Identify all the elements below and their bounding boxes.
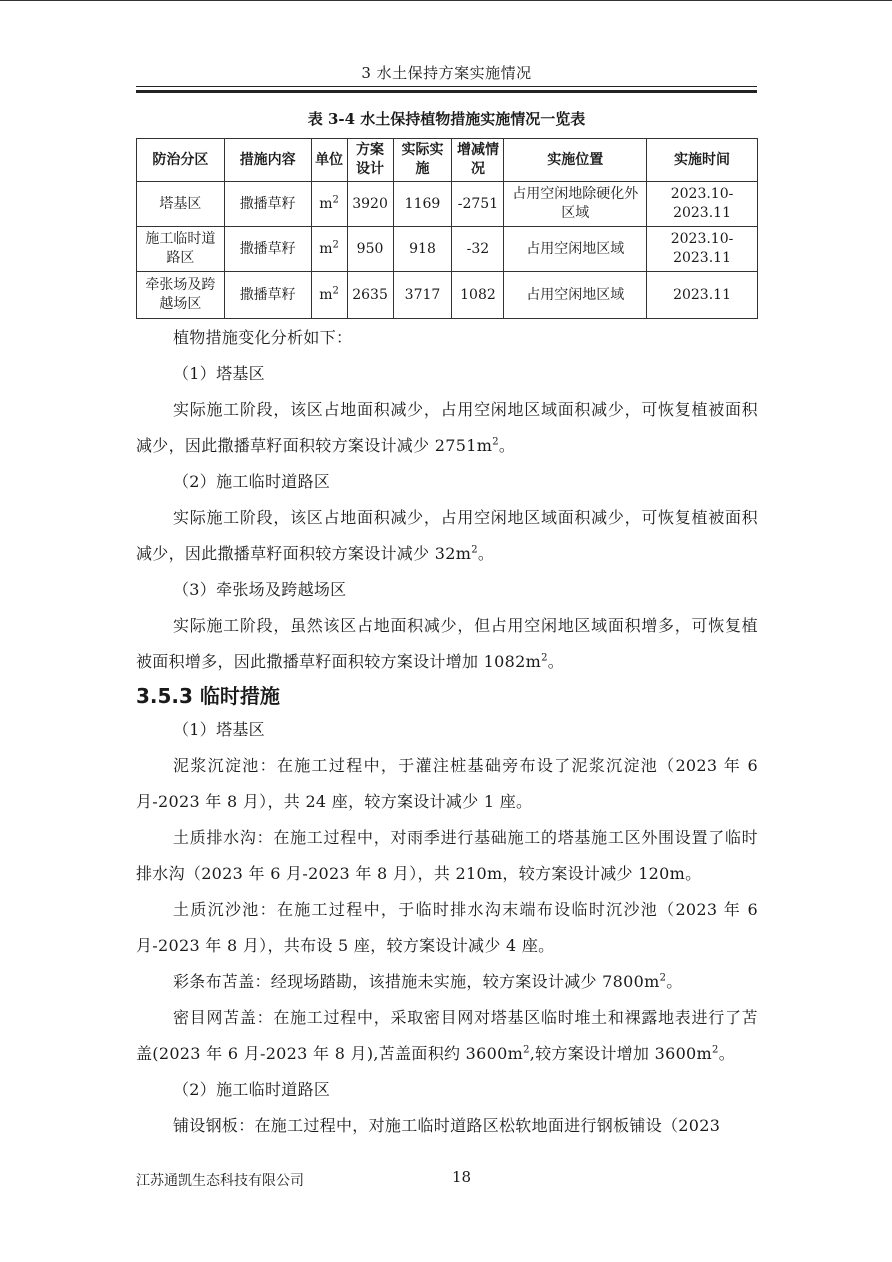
paragraph: 实际施工阶段，该区占地面积减少，占用空闲地区域面积减少，可恢复植被面积减少，因此撒播草籽面积较方案设计减少 $32m^2$。 [136, 508, 758, 563]
section-heading: 3.5.3 临时措施 [136, 684, 280, 708]
cell-zone: 牵张场及跨越场区 [137, 272, 225, 319]
paragraph: 泥浆沉淀池：在施工过程中，于灌注桩基础旁布设了泥浆沉淀池（2023 年 6 月-2023 年 8 月），共 24 座，较方案设计减少 1 座。 [136, 756, 758, 811]
paragraph: 实际施工阶段，虽然该区占地面积减少，但占用空闲地区域面积增多，可恢复植被面积增多，因此撒播草籽面积较方案设计增加 $1082m^2$。 [136, 616, 758, 671]
cell-time: 2023.10-2023.11 [647, 227, 758, 272]
cell-zone: 施工临时道路区 [137, 227, 225, 272]
table-caption: 表 3-4 水土保持植物措施实施情况一览表 [307, 110, 586, 128]
cell-delta: -2751 [452, 182, 504, 227]
cell-actual: 3717 [393, 272, 452, 319]
cell-location: 占用空闲地区域 [504, 272, 647, 319]
cell-location: 占用空闲地除硬化外区域 [504, 182, 647, 227]
cell-actual: 918 [393, 227, 452, 272]
paragraph: 彩条布苫盖：经现场踏勘，该措施未实施，较方案设计减少 $7800m^2$。 [173, 972, 683, 991]
footer-company: 江苏通凯生态科技有限公司 [136, 1173, 304, 1189]
col-header: 实际实施 [393, 139, 452, 182]
analysis-intro: 植物措施变化分析如下： [173, 328, 353, 347]
cell-location: 占用空闲地区域 [504, 227, 647, 272]
cell-unit: $m^2$ [311, 227, 347, 272]
table-header-row [137, 139, 758, 182]
subheading: （3）牵张场及跨越场区 [173, 580, 347, 599]
cell-actual: 1169 [393, 182, 452, 227]
header-rule-thick [136, 90, 757, 93]
table-row [137, 182, 758, 227]
analysis-block [136, 320, 758, 680]
subheading: （2）施工临时道路区 [173, 472, 331, 491]
col-header: 实施位置 [504, 139, 647, 182]
cell-measure: 撒播草籽 [224, 182, 311, 227]
subheading: （2）施工临时道路区 [173, 1080, 331, 1099]
paragraph: 铺设钢板：在施工过程中，对施工临时道路区松软地面进行钢板铺设（2023 [173, 1116, 721, 1135]
top-rule [0, 0, 892, 1]
col-header: 方案设计 [347, 139, 393, 182]
cell-time: 2023.11 [647, 272, 758, 319]
col-header: 增减情况 [452, 139, 504, 182]
cell-measure: 撒播草籽 [224, 272, 311, 319]
temporary-measures-block [136, 712, 758, 1144]
subheading: （1）塔基区 [173, 364, 265, 383]
cell-plan: 950 [347, 227, 393, 272]
col-header: 实施时间 [647, 139, 758, 182]
cell-time: 2023.10-2023.11 [647, 182, 758, 227]
paragraph: 实际施工阶段，该区占地面积减少，占用空闲地区域面积减少，可恢复植被面积减少，因此撒播草籽面积较方案设计减少 $2751m^2$。 [136, 400, 758, 455]
cell-plan: 3920 [347, 182, 393, 227]
cell-delta: -32 [452, 227, 504, 272]
table-row [137, 272, 758, 319]
planting-measures-table [136, 138, 758, 319]
cell-delta: 1082 [452, 272, 504, 319]
cell-unit: $m^2$ [311, 272, 347, 319]
col-header: 防治分区 [137, 139, 225, 182]
cell-measure: 撒播草籽 [224, 227, 311, 272]
table-row [137, 227, 758, 272]
cell-unit: $m^2$ [311, 182, 347, 227]
subheading: （1）塔基区 [173, 720, 265, 739]
paragraph: 土质排水沟：在施工过程中，对雨季进行基础施工的塔基施工区外围设置了临时排水沟（2023 年 6 月-2023 年 8 月），共 210m，较方案设计减少 120m。 [136, 828, 758, 883]
cell-plan: 2635 [347, 272, 393, 319]
page-number: 18 [452, 1168, 472, 1186]
paragraph: 密目网苫盖：在施工过程中，采取密目网对塔基区临时堆土和裸露地表进行了苫盖(2023 年 6 月-2023 年 8 月),苫盖面积约 $3600m^2$,较方案设计增加 $3600m^2$。 [136, 1008, 758, 1063]
header-rule-thin [136, 86, 757, 87]
running-header: 3 水土保持方案实施情况 [361, 64, 532, 82]
paragraph: 土质沉沙池：在施工过程中，于临时排水沟末端布设临时沉沙池（2023 年 6 月-2023 年 8 月），共布设 5 座，较方案设计减少 4 座。 [136, 900, 758, 955]
cell-zone: 塔基区 [137, 182, 225, 227]
col-header: 单位 [311, 139, 347, 182]
col-header: 措施内容 [224, 139, 311, 182]
